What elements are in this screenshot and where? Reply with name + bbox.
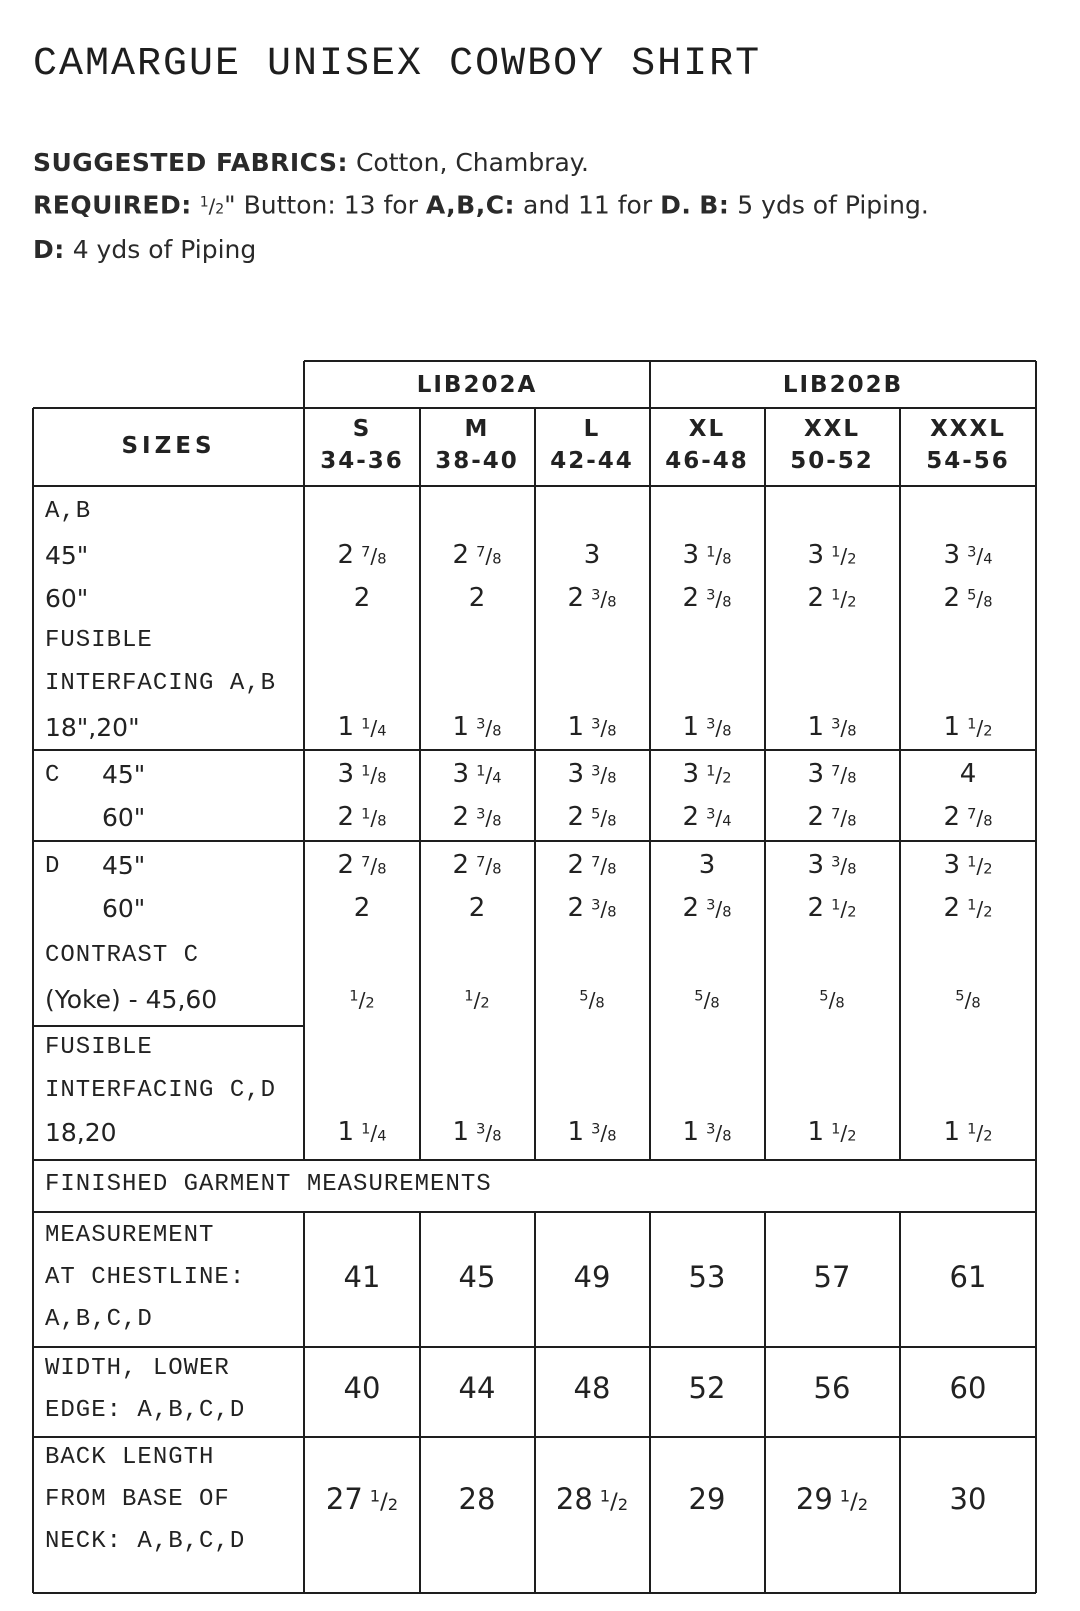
c-60-label: 60" [102,803,146,832]
fraction: $^1/_2$ [967,853,993,878]
fraction: $^1/_2$ [599,1486,629,1515]
c-60-value-xxl: 2 $^7/_8$ [807,802,857,832]
fraction: $^1/_2$ [831,543,857,568]
fraction: $^1/_2$ [706,762,732,787]
ab-60-value-l: 2 $^3/_8$ [567,583,617,613]
c-60-value-m: 2 $^3/_8$ [452,802,502,832]
back-length-value-xxl: 29 $^1/_2$ [795,1482,869,1516]
back-length-value-xxxl: 30 [949,1482,987,1516]
back-length-value-s: 27 $^1/_2$ [325,1482,399,1516]
fraction: $^7/_8$ [831,805,857,830]
size-header-s [302,416,422,474]
chest-label-1: MEASUREMENT [45,1222,215,1249]
fraction: $^7/_8$ [361,853,387,878]
size-header-m [417,416,537,474]
fraction: $^3/_8$ [476,805,502,830]
ab-45-value-s: 2 $^7/_8$ [337,540,387,570]
cd-fusible-label-2: INTERFACING C,D [45,1077,277,1104]
section-ab-label: A,B [45,498,92,525]
and-text: and 11 for [523,190,653,220]
contrast-label-2: (Yoke) - 45,60 [45,985,218,1014]
fraction: $^3/_8$ [831,715,857,740]
fraction: $^5/_8$ [967,586,993,611]
fraction: $^3/_8$ [706,586,732,611]
fraction: $^3/_8$ [591,762,617,787]
chest-value-xxl: 57 [813,1260,851,1294]
d-contrast-value-s [304,984,420,1014]
fraction: $^1/_2$ [831,1120,857,1145]
b-piping: 5 yds of Piping. [737,190,929,220]
d-45-value-m: 2 $^7/_8$ [452,850,502,880]
fraction: $^1/_2$ [349,987,375,1012]
fraction: $^7/_8$ [831,762,857,787]
fraction: $^5/_8$ [819,987,845,1012]
c-45-label: 45" [102,760,146,789]
fraction: $^3/_8$ [831,853,857,878]
fraction: $^1/_2$ [369,1486,399,1515]
size-header-xxl [772,416,892,474]
fraction: $^7/_8$ [591,853,617,878]
cd-fusible-value-xxxl: 1 $^1/_2$ [943,1117,993,1147]
chest-value-l: 49 [573,1260,611,1294]
back-length-value-m: 28 [458,1482,496,1516]
size-range: 54-56 [926,448,1010,474]
fraction: $^1/_4$ [476,762,502,787]
chest-value-s: 41 [343,1260,381,1294]
back-length-label-3: NECK: A,B,C,D [45,1528,246,1555]
cd-fusible-value-m: 1 $^3/_8$ [452,1117,502,1147]
c-60-value-xl: 2 $^3/_4$ [682,802,732,832]
size-range: 34-36 [320,448,404,474]
ab-60-value-xl: 2 $^3/_8$ [682,583,732,613]
ab-60-value-xxl: 2 $^1/_2$ [807,583,857,613]
size-name: S [352,416,372,442]
d-label: D. [660,190,692,220]
cd-fusible-widths: 18,20 [45,1118,117,1147]
size-name: XL [688,416,726,442]
lower-edge-value-xxl: 56 [813,1371,851,1405]
size-header-xxxl [908,416,1028,474]
fraction: $^3/_8$ [591,896,617,921]
abc-label: A,B,C: [425,190,516,220]
d-60-label: 60" [102,894,146,923]
chest-label-2: AT CHESTLINE: [45,1264,246,1291]
chest-value-xl: 53 [688,1260,726,1294]
size-name: L [583,416,601,442]
fraction: $^3/_4$ [706,805,732,830]
ab-60-value-xxxl: 2 $^5/_8$ [943,583,993,613]
back-length-label-2: FROM BASE OF [45,1486,230,1513]
c-60-value-xxxl: 2 $^7/_8$ [943,802,993,832]
fraction: $^1/_2$ [839,1486,869,1515]
size-header-l [532,416,652,474]
d-45-value-l: 2 $^7/_8$ [567,850,617,880]
fraction: $^1/_8$ [361,762,387,787]
ab-45-label: 45" [45,541,89,570]
page-title: CAMARGUE UNISEX COWBOY SHIRT [33,42,762,87]
d-60-value-l: 2 $^3/_8$ [567,893,617,923]
d-45-label: 45" [102,851,146,880]
back-length-value-xl: 29 [688,1482,726,1516]
cd-fusible-value-s: 1 $^1/_4$ [337,1117,387,1147]
fraction: $^7/_8$ [476,853,502,878]
fraction: $^1/_8$ [706,543,732,568]
size-name: XXL [803,416,861,442]
c-45-value-xxl: 3 $^7/_8$ [807,759,857,789]
fabrics-label: SUGGESTED FABRICS: [33,148,348,177]
b-label: B: [699,190,730,220]
fraction: $^3/_8$ [591,715,617,740]
ab-45-value-m: 2 $^7/_8$ [452,540,502,570]
sizes-header: SIZES [121,433,216,459]
size-name: XXXL [930,416,1006,442]
c-60-value-s: 2 $^1/_8$ [337,802,387,832]
fabrics-value: Cotton, Chambray. [355,148,589,177]
fraction: $^3/_8$ [706,715,732,740]
size-range: 42-44 [550,448,634,474]
ab-fusible-label-2: INTERFACING A,B [45,670,277,697]
ab-60-label: 60" [45,584,89,613]
fraction: $^1/_2$ [831,896,857,921]
fraction: $^1/_2$ [831,586,857,611]
d-45-value-s: 2 $^7/_8$ [337,850,387,880]
d-contrast-value-xxl [774,984,890,1014]
size-range: 46-48 [665,448,749,474]
fraction: $^3/_8$ [591,586,617,611]
d-contrast-value-xxxl [910,984,1026,1014]
ab-fusible-value-l: 1 $^3/_8$ [567,712,617,742]
finished-measurements-heading: FINISHED GARMENT MEASUREMENTS [45,1171,492,1198]
ab-fusible-label-1: FUSIBLE [45,627,153,654]
chest-value-m: 45 [458,1260,496,1294]
d-45-value-xl: 3 [698,850,716,880]
required-label: REQUIRED: [33,190,192,220]
cd-fusible-value-xxl: 1 $^1/_2$ [807,1117,857,1147]
fraction: $^1/_2$ [967,896,993,921]
ab-45-value-xxl: 3 $^1/_2$ [807,540,857,570]
cd-fusible-label-1: FUSIBLE [45,1034,153,1061]
ab-45-value-xl: 3 $^1/_8$ [682,540,732,570]
ab-fusible-value-xxxl: 1 $^1/_2$ [943,712,993,742]
lower-edge-label-2: EDGE: A,B,C,D [45,1397,246,1424]
fraction: $^1/_2$ [967,715,993,740]
cd-fusible-value-xl: 1 $^3/_8$ [682,1117,732,1147]
lower-edge-label-1: WIDTH, LOWER [45,1355,230,1382]
chest-label-3: A,B,C,D [45,1306,153,1333]
fraction: $^3/_8$ [476,715,502,740]
section-c-label: C [45,762,61,789]
fraction: $^7/_8$ [967,805,993,830]
ab-fusible-widths: 18",20" [45,713,140,742]
d-contrast-value-l [534,984,650,1014]
back-length-label-1: BACK LENGTH [45,1444,215,1471]
back-length-value-l: 28 $^1/_2$ [555,1482,629,1516]
size-name: M [464,416,490,442]
ab-fusible-value-m: 1 $^3/_8$ [452,712,502,742]
cd-fusible-value-l: 1 $^3/_8$ [567,1117,617,1147]
button-text: " Button: 13 for [224,190,418,220]
fraction: $^3/_8$ [476,1120,502,1145]
d-45-value-xxxl: 3 $^1/_2$ [943,850,993,880]
fraction: $^3/_4$ [967,543,993,568]
fraction: $^3/_8$ [706,1120,732,1145]
d-60-value-s: 2 [353,893,371,923]
fraction: $^7/_8$ [361,543,387,568]
size-range: 38-40 [435,448,519,474]
fraction: $^5/_8$ [591,805,617,830]
fraction: $^1/_4$ [361,715,387,740]
ab-45-value-xxxl: 3 $^3/_4$ [943,540,993,570]
c-45-value-xl: 3 $^1/_2$ [682,759,732,789]
ab-fusible-value-xxl: 1 $^3/_8$ [807,712,857,742]
chest-value-xxxl: 61 [949,1260,987,1294]
fraction: $^5/_8$ [955,987,981,1012]
c-45-value-xxxl: 4 [959,759,977,789]
fraction: $^5/_8$ [579,987,605,1012]
button-size-fraction: $^1/_2$ [199,195,225,219]
d2-label: D: [33,235,65,264]
lower-edge-value-s: 40 [343,1371,381,1405]
c-60-value-l: 2 $^5/_8$ [567,802,617,832]
lower-edge-value-l: 48 [573,1371,611,1405]
section-d-label: D [45,853,61,880]
d-60-value-xxxl: 2 $^1/_2$ [943,893,993,923]
size-header-xl [647,416,767,474]
fraction: $^3/_8$ [591,1120,617,1145]
ab-fusible-value-xl: 1 $^3/_8$ [682,712,732,742]
lower-edge-value-xl: 52 [688,1371,726,1405]
group-header-lib202b: LIB202B [782,372,904,398]
fraction: $^1/_4$ [361,1120,387,1145]
fraction: $^5/_8$ [694,987,720,1012]
d-piping: 4 yds of Piping [72,235,257,264]
fraction: $^1/_8$ [361,805,387,830]
c-45-value-l: 3 $^3/_8$ [567,759,617,789]
fraction: $^7/_8$ [476,543,502,568]
fraction: $^1/_2$ [967,1120,993,1145]
ab-60-value-m: 2 [468,583,486,613]
d-60-value-xl: 2 $^3/_8$ [682,893,732,923]
c-45-value-s: 3 $^1/_8$ [337,759,387,789]
lower-edge-value-xxxl: 60 [949,1371,987,1405]
fraction: $^1/_2$ [464,987,490,1012]
fraction: $^3/_8$ [706,896,732,921]
ab-fusible-value-s: 1 $^1/_4$ [337,712,387,742]
d-45-value-xxl: 3 $^3/_8$ [807,850,857,880]
lower-edge-value-m: 44 [458,1371,496,1405]
c-45-value-m: 3 $^1/_4$ [452,759,502,789]
size-range: 50-52 [790,448,874,474]
contrast-label-1: CONTRAST C [45,942,200,969]
ab-60-value-s: 2 [353,583,371,613]
ab-45-value-l: 3 [583,540,601,570]
d-60-value-xxl: 2 $^1/_2$ [807,893,857,923]
d-contrast-value-xl [649,984,765,1014]
d-contrast-value-m [419,984,535,1014]
group-header-lib202a: LIB202A [416,372,538,398]
d-60-value-m: 2 [468,893,486,923]
